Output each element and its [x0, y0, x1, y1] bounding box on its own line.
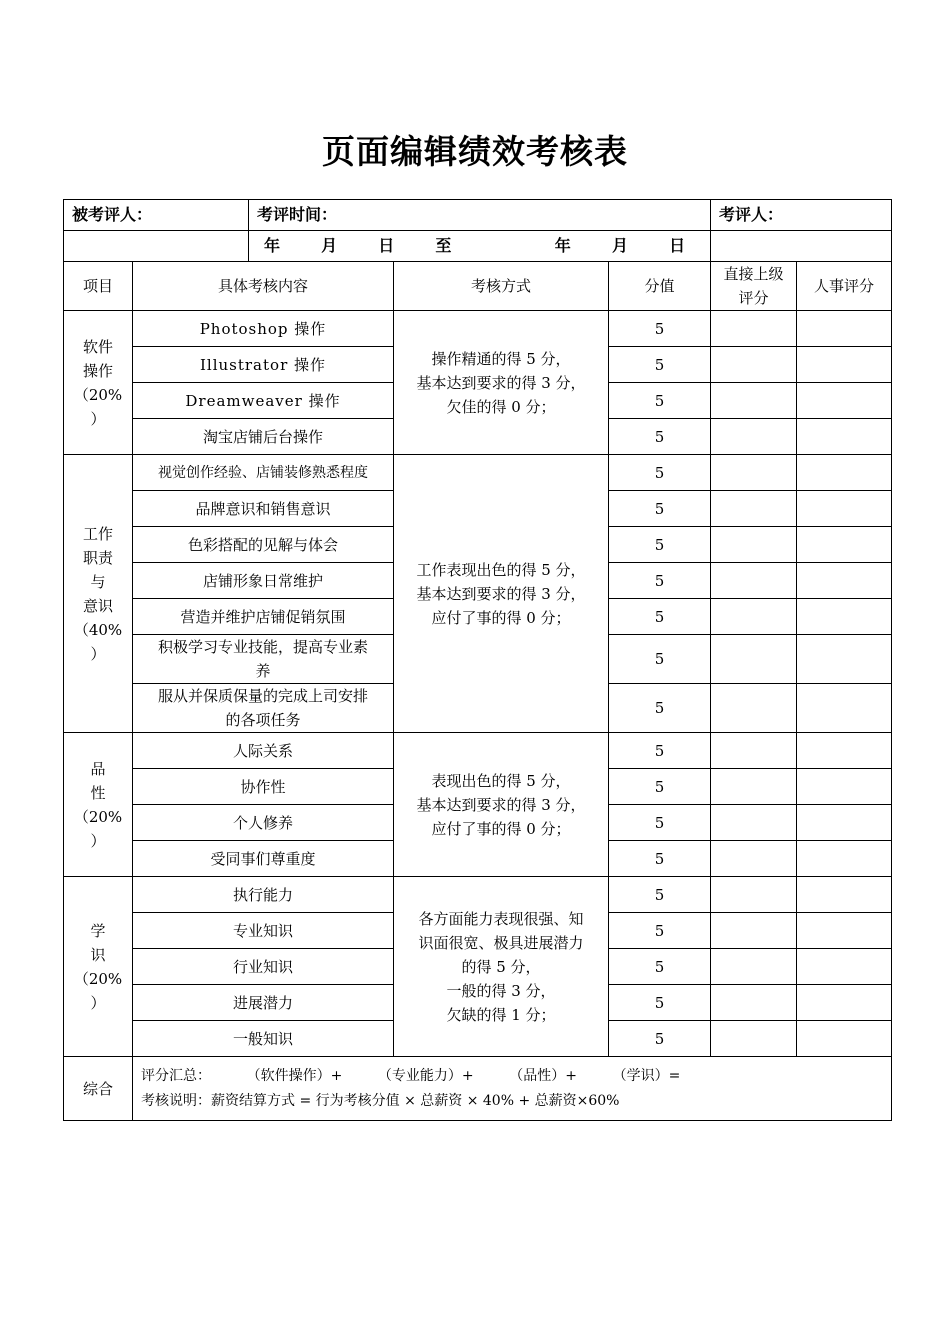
col-header-supervisor: [711, 262, 797, 311]
page-title: 页面编辑绩效考核表: [322, 132, 628, 171]
method-cell: 操作精通的得 5 分， 基本达到要求的得 3 分， 欠佳的得 0 分；: [394, 311, 609, 455]
category-cell: 工作 职责 与 意识 （40% ）: [64, 455, 133, 733]
content-cell: 专业知识: [133, 913, 394, 949]
content-cell: 执行能力: [133, 877, 394, 913]
supervisor-score-cell[interactable]: [711, 805, 797, 841]
col-header-content: 具体考核内容: [133, 262, 394, 311]
content-cell: 受同事们尊重度: [133, 841, 394, 877]
content-cell: 服从并保质保量的完成上司安排 的各项任务: [133, 684, 394, 733]
supervisor-score-cell[interactable]: [711, 527, 797, 563]
hr-score-cell[interactable]: [797, 949, 892, 985]
content-cell: Photoshop 操作: [133, 311, 394, 347]
score-cell: 5: [609, 841, 711, 877]
content-cell: 营造并维护店铺促销氛围: [133, 599, 394, 635]
hr-score-cell[interactable]: [797, 419, 892, 455]
col-header-item: 项目: [64, 262, 133, 311]
score-cell: 5: [609, 913, 711, 949]
score-cell: 5: [609, 527, 711, 563]
score-cell: 5: [609, 769, 711, 805]
col-header-hr: 人事评分: [797, 262, 892, 311]
supervisor-score-cell[interactable]: [711, 419, 797, 455]
hr-score-cell[interactable]: [797, 733, 892, 769]
date-row: [64, 231, 892, 262]
evaluator-field[interactable]: 考评人：: [711, 200, 892, 231]
score-cell: 5: [609, 383, 711, 419]
supervisor-score-cell[interactable]: [711, 563, 797, 599]
supervisor-score-cell[interactable]: [711, 841, 797, 877]
header-row: [64, 200, 892, 231]
content-cell: Illustrator 操作: [133, 347, 394, 383]
category-cell: 软件 操作 （20% ）: [64, 311, 133, 455]
hr-score-cell[interactable]: [797, 635, 892, 684]
score-cell: 5: [609, 877, 711, 913]
blank-cell: [64, 231, 249, 262]
table-row: [64, 877, 892, 913]
evaluatee-field[interactable]: 被考评人：: [64, 200, 249, 231]
supervisor-score-cell[interactable]: [711, 985, 797, 1021]
category-cell: 品 性 （20% ）: [64, 733, 133, 877]
assessment-note-line: 考核说明：薪资结算方式 = 行为考核分值 × 总薪资 × 40% + 总薪资×60%: [141, 1092, 620, 1109]
content-cell: 进展潜力: [133, 985, 394, 1021]
hr-score-cell[interactable]: [797, 491, 892, 527]
score-cell: 5: [609, 455, 711, 491]
content-cell: 视觉创作经验、店铺装修熟悉程度: [133, 455, 394, 491]
hr-score-cell[interactable]: [797, 563, 892, 599]
blank-cell[interactable]: [711, 231, 892, 262]
content-cell: 行业知识: [133, 949, 394, 985]
supervisor-score-cell[interactable]: [711, 769, 797, 805]
content-cell: 个人修养: [133, 805, 394, 841]
content-cell: 协作性: [133, 769, 394, 805]
supervisor-score-cell[interactable]: [711, 949, 797, 985]
content-cell: Dreamweaver 操作: [133, 383, 394, 419]
hr-score-cell[interactable]: [797, 311, 892, 347]
score-cell: 5: [609, 311, 711, 347]
summary-label: 综合: [64, 1057, 133, 1121]
supervisor-score-cell[interactable]: [711, 635, 797, 684]
content-cell: 积极学习专业技能，提高专业素 养: [133, 635, 394, 684]
score-cell: 5: [609, 949, 711, 985]
supervisor-score-cell[interactable]: [711, 599, 797, 635]
supervisor-score-cell[interactable]: [711, 491, 797, 527]
score-cell: 5: [609, 733, 711, 769]
method-cell: 工作表现出色的得 5 分， 基本达到要求的得 3 分， 应付了事的得 0 分；: [394, 455, 609, 733]
content-cell: 淘宝店铺后台操作: [133, 419, 394, 455]
col-header-supervisor-line: 直接上级: [723, 265, 784, 283]
hr-score-cell[interactable]: [797, 769, 892, 805]
score-cell: 5: [609, 635, 711, 684]
score-cell: 5: [609, 805, 711, 841]
hr-score-cell[interactable]: [797, 684, 892, 733]
summary-row: [64, 1057, 892, 1121]
content-cell: 色彩搭配的见解与体会: [133, 527, 394, 563]
score-cell: 5: [609, 347, 711, 383]
score-cell: 5: [609, 491, 711, 527]
supervisor-score-cell[interactable]: [711, 877, 797, 913]
hr-score-cell[interactable]: [797, 877, 892, 913]
date-range-text: 年 月 日 至 年 月 日: [263, 236, 696, 255]
score-cell: 5: [609, 599, 711, 635]
supervisor-score-cell[interactable]: [711, 311, 797, 347]
summary-body[interactable]: [133, 1057, 892, 1121]
score-cell: 5: [609, 419, 711, 455]
date-range-field[interactable]: [249, 231, 711, 262]
content-cell: 人际关系: [133, 733, 394, 769]
score-cell: 5: [609, 563, 711, 599]
hr-score-cell[interactable]: [797, 841, 892, 877]
supervisor-score-cell[interactable]: [711, 1021, 797, 1057]
hr-score-cell[interactable]: [797, 455, 892, 491]
supervisor-score-cell[interactable]: [711, 684, 797, 733]
hr-score-cell[interactable]: [797, 527, 892, 563]
table-row: [64, 455, 892, 491]
table-row: [64, 733, 892, 769]
category-cell: 学 识 （20% ）: [64, 877, 133, 1057]
supervisor-score-cell[interactable]: [711, 383, 797, 419]
hr-score-cell[interactable]: [797, 805, 892, 841]
score-summary-line: 评分汇总： （软件操作）+ （专业能力）+ （品性）+ （学识）=: [141, 1067, 681, 1084]
supervisor-score-cell[interactable]: [711, 455, 797, 491]
hr-score-cell[interactable]: [797, 985, 892, 1021]
col-header-supervisor-line: 评分: [738, 289, 769, 307]
appraisal-table: [63, 199, 892, 1121]
col-header-score: 分值: [609, 262, 711, 311]
content-cell: 品牌意识和销售意识: [133, 491, 394, 527]
supervisor-score-cell[interactable]: [711, 733, 797, 769]
col-header-method: 考核方式: [394, 262, 609, 311]
score-cell: 5: [609, 985, 711, 1021]
hr-score-cell[interactable]: [797, 1021, 892, 1057]
column-header-row: [64, 262, 892, 311]
hr-score-cell[interactable]: [797, 383, 892, 419]
table-row: [64, 311, 892, 347]
method-cell: 各方面能力表现很强、知 识面很宽、极具进展潜力 的得 5 分， 一般的得 3 分， 欠缺的得 1 分；: [394, 877, 609, 1057]
content-cell: 一般知识: [133, 1021, 394, 1057]
evaluation-time-field[interactable]: 考评时间：: [249, 200, 711, 231]
content-cell: 店铺形象日常维护: [133, 563, 394, 599]
score-cell: 5: [609, 684, 711, 733]
supervisor-score-cell[interactable]: [711, 347, 797, 383]
hr-score-cell[interactable]: [797, 599, 892, 635]
hr-score-cell[interactable]: [797, 347, 892, 383]
score-cell: 5: [609, 1021, 711, 1057]
hr-score-cell[interactable]: [797, 913, 892, 949]
method-cell: 表现出色的得 5 分， 基本达到要求的得 3 分， 应付了事的得 0 分；: [394, 733, 609, 877]
supervisor-score-cell[interactable]: [711, 913, 797, 949]
